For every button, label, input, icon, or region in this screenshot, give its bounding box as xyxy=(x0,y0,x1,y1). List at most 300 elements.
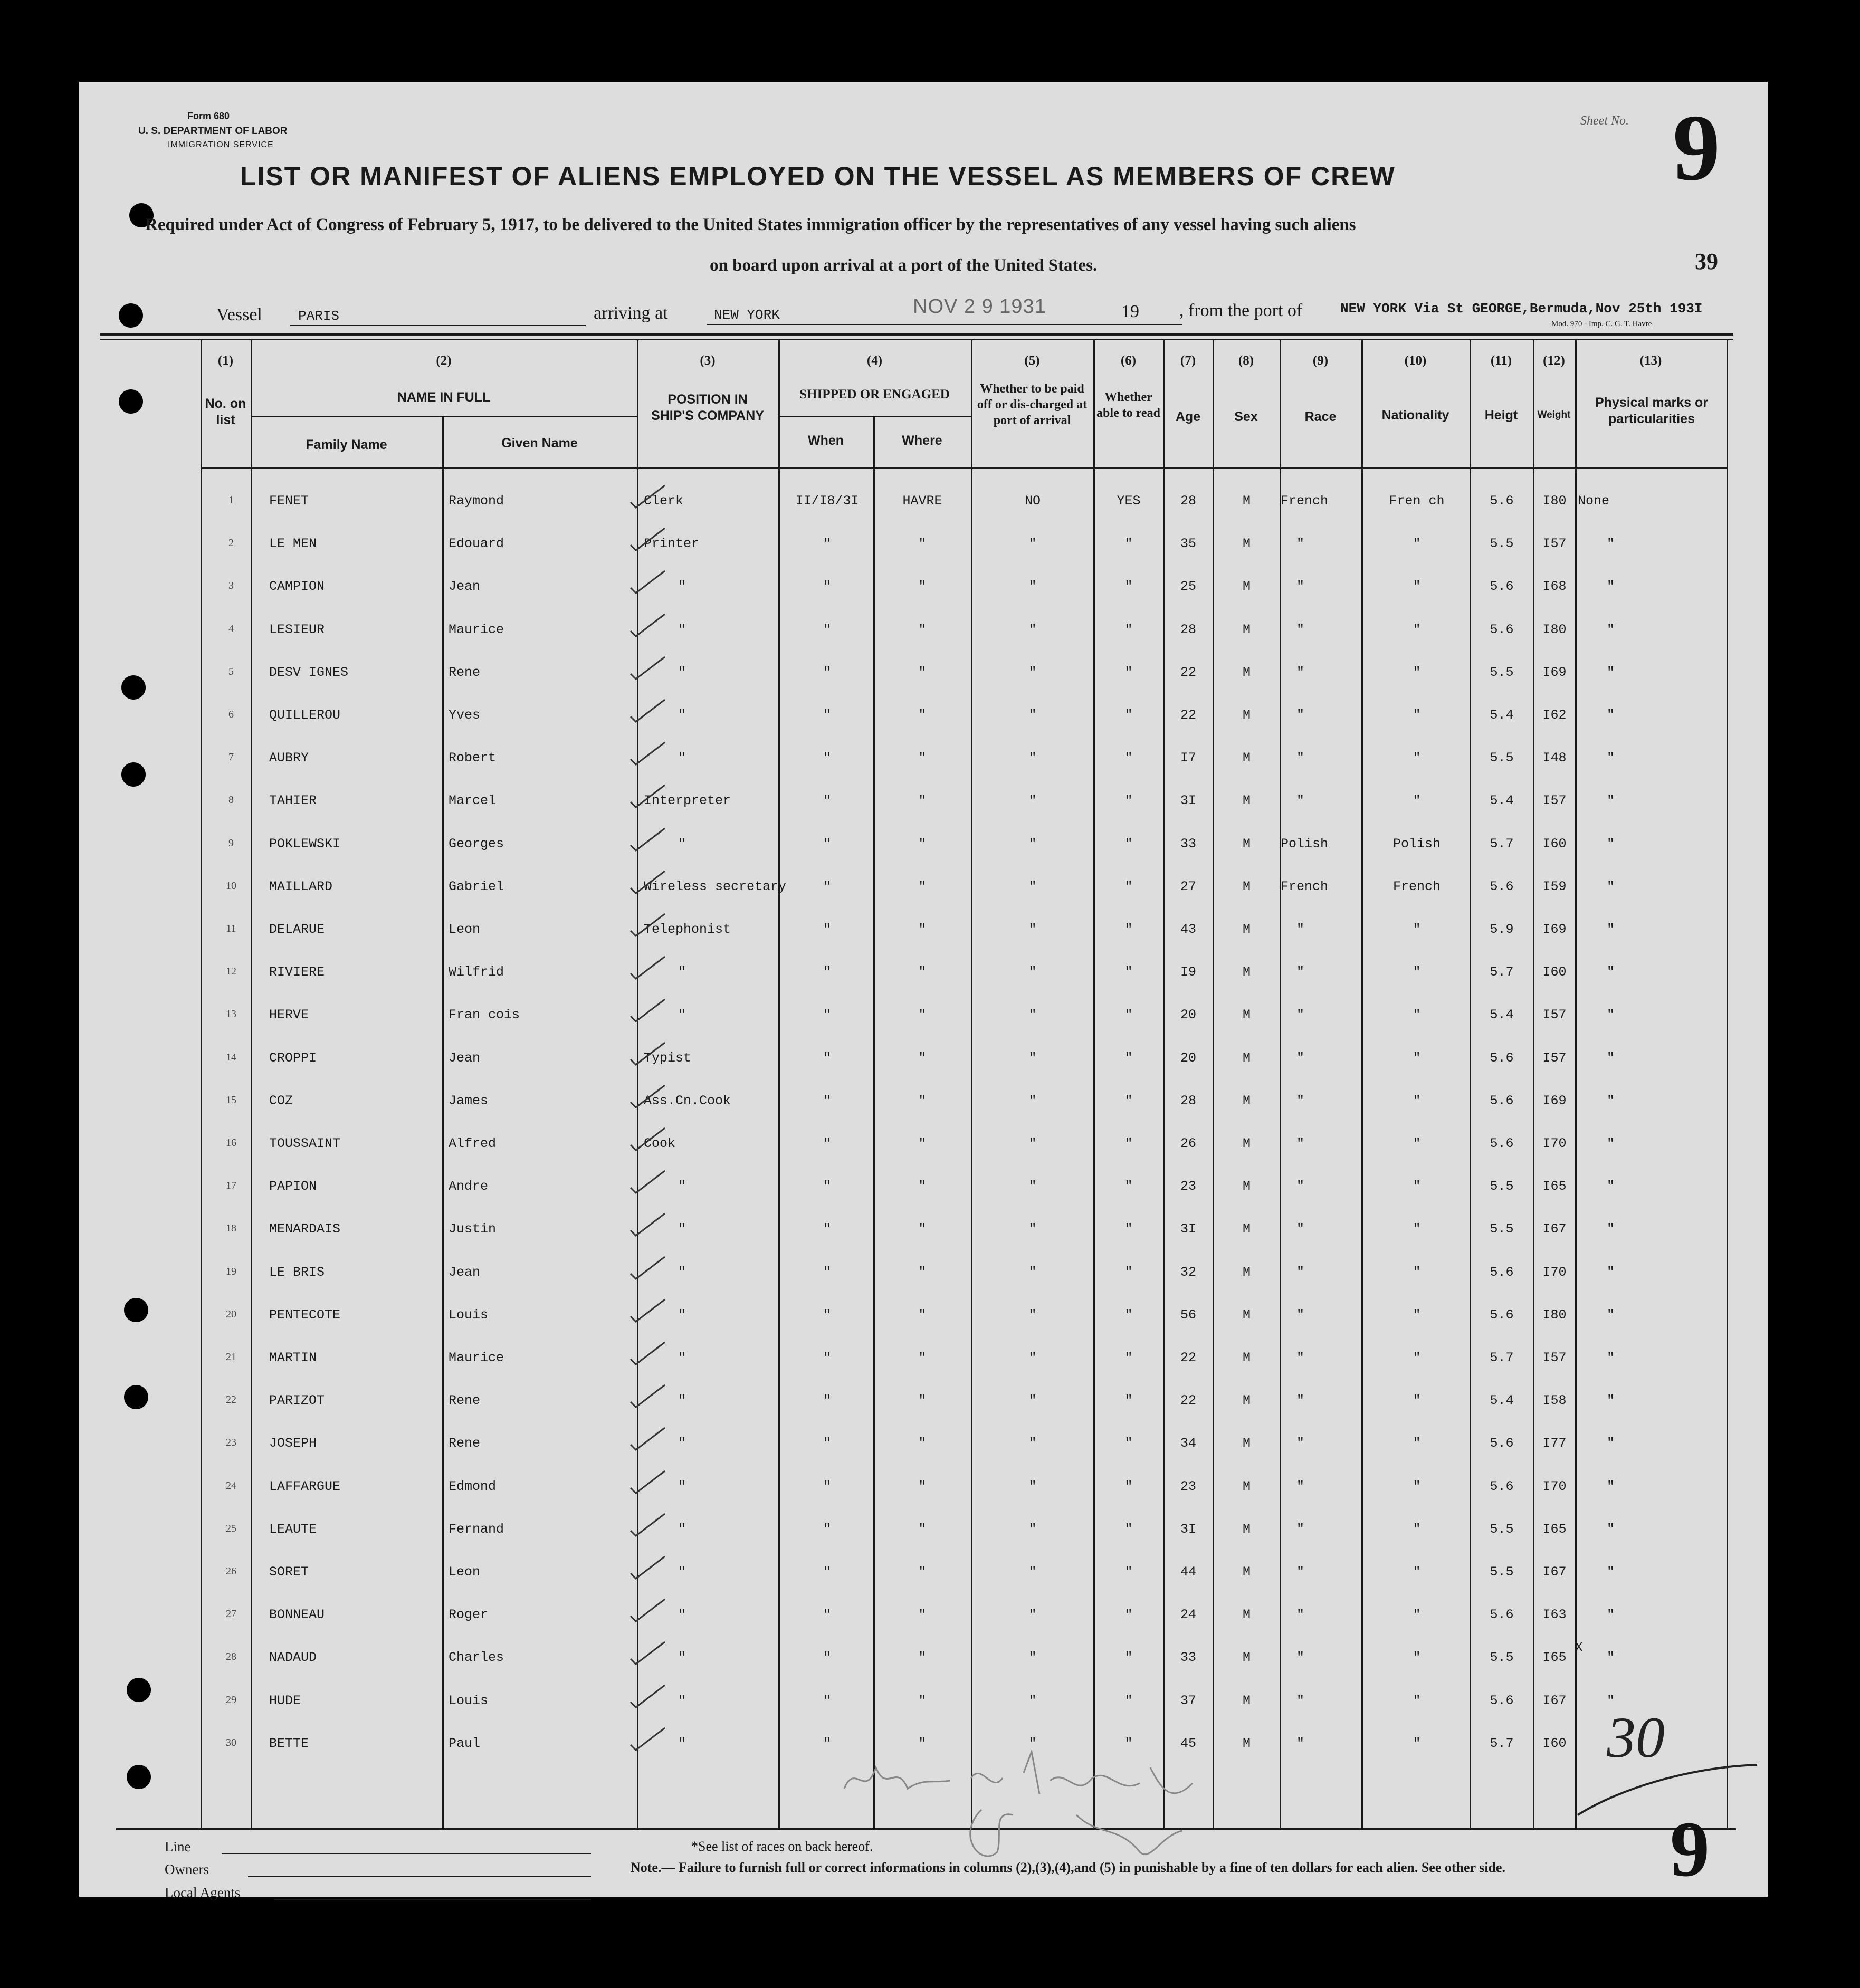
cell-position: " xyxy=(678,708,686,723)
sheet-number-bottom: 9 xyxy=(1670,1805,1710,1893)
row-number: 16 xyxy=(226,1137,236,1149)
cell-given: Jean xyxy=(449,1050,481,1066)
cell-age: 20 xyxy=(1180,1050,1196,1066)
cell-ht: 5.6 xyxy=(1490,1693,1514,1708)
cell-sex: M xyxy=(1242,1607,1251,1622)
cell-given: Leon xyxy=(449,922,481,937)
row-number: 29 xyxy=(226,1694,236,1706)
cell-where: " xyxy=(918,1093,927,1108)
cell-marks: " xyxy=(1607,1479,1615,1494)
cell-where: " xyxy=(918,1393,927,1408)
cell-race: Polish xyxy=(1281,836,1329,852)
cell-read: " xyxy=(1124,622,1133,637)
cell-paid: " xyxy=(1028,536,1037,551)
cell-given: Justin xyxy=(449,1221,497,1237)
cell-wt: I80 xyxy=(1542,1307,1567,1323)
cell-ht: 5.6 xyxy=(1490,1436,1514,1451)
cell-sex: M xyxy=(1242,1479,1251,1494)
cell-nat: " xyxy=(1413,1522,1421,1537)
cell-when: " xyxy=(823,1650,831,1665)
cell-wt: I69 xyxy=(1542,922,1567,937)
cell-nat: " xyxy=(1413,1136,1421,1151)
cell-sex: M xyxy=(1242,922,1251,937)
cell-read: " xyxy=(1124,1093,1133,1108)
row-number: 28 xyxy=(226,1651,236,1662)
cell-race: " xyxy=(1296,1522,1305,1537)
cell-position: Telephonist xyxy=(644,922,731,937)
cell-when: " xyxy=(823,1607,831,1622)
check-mark xyxy=(631,1728,665,1750)
cell-given: Gabriel xyxy=(449,879,504,894)
cell-marks: " xyxy=(1607,1436,1615,1451)
col6-number: (6) xyxy=(1120,353,1137,368)
cell-read: " xyxy=(1124,1007,1133,1022)
cell-when: " xyxy=(823,536,831,551)
cell-age: 24 xyxy=(1180,1607,1196,1622)
cell-position: " xyxy=(678,964,686,980)
year-prefix: 19 xyxy=(1121,302,1139,321)
cell-position: " xyxy=(678,1522,686,1537)
cell-family: LE MEN xyxy=(269,536,317,551)
check-mark xyxy=(631,1514,665,1536)
cell-where: " xyxy=(918,708,927,723)
cell-age: 28 xyxy=(1180,1093,1196,1108)
cell-family: FENET xyxy=(269,493,309,509)
cell-race: " xyxy=(1296,536,1305,551)
cell-position: " xyxy=(678,622,686,637)
cell-where: " xyxy=(918,750,927,766)
row-number: 6 xyxy=(228,709,234,720)
cell-position: " xyxy=(678,1179,686,1194)
cell-sex: M xyxy=(1242,1050,1251,1066)
cell-nat: " xyxy=(1413,1479,1421,1494)
cell-sex: M xyxy=(1242,964,1251,980)
cell-ht: 5.4 xyxy=(1490,1007,1514,1022)
row-number: 21 xyxy=(226,1351,236,1363)
cell-family: DELARUE xyxy=(269,922,325,937)
cell-ht: 5.7 xyxy=(1490,836,1514,852)
cell-paid: " xyxy=(1028,1221,1037,1237)
cell-family: COZ xyxy=(269,1093,293,1108)
cell-wt: I60 xyxy=(1542,1736,1567,1751)
punch-hole xyxy=(121,762,146,787)
cell-wt: I48 xyxy=(1542,750,1567,766)
cell-sex: M xyxy=(1242,1136,1251,1151)
cell-marks: " xyxy=(1607,1693,1615,1708)
cell-where: " xyxy=(918,1650,927,1665)
check-mark xyxy=(631,657,665,679)
col12-number: (12) xyxy=(1543,353,1565,368)
cell-race: " xyxy=(1296,579,1305,594)
cell-nat: " xyxy=(1413,1221,1421,1237)
cell-read: " xyxy=(1124,1736,1133,1751)
col6-header: Whether able to read xyxy=(1096,390,1160,420)
cell-family: DESV IGNES xyxy=(269,665,349,680)
cell-when: " xyxy=(823,579,831,594)
cell-nat: " xyxy=(1413,1350,1421,1365)
cell-sex: M xyxy=(1242,1007,1251,1022)
cell-read: " xyxy=(1124,836,1133,852)
cell-family: LAFFARGUE xyxy=(269,1479,341,1494)
cell-given: Maurice xyxy=(449,622,504,637)
cell-when: " xyxy=(823,622,831,637)
cell-paid: " xyxy=(1028,579,1037,594)
cell-nat: " xyxy=(1413,622,1421,637)
col8-number: (8) xyxy=(1238,353,1254,368)
check-mark xyxy=(631,871,665,893)
check-mark xyxy=(631,1171,665,1193)
cell-age: I7 xyxy=(1180,750,1196,766)
cell-position: " xyxy=(678,836,686,852)
row-number: 17 xyxy=(226,1180,236,1191)
cell-paid: " xyxy=(1028,1179,1037,1194)
cell-race: " xyxy=(1296,622,1305,637)
check-mark xyxy=(631,1342,665,1364)
cell-sex: M xyxy=(1242,879,1251,894)
cell-marks: " xyxy=(1607,1093,1615,1108)
cell-nat: " xyxy=(1413,708,1421,723)
cell-family: TOUSSAINT xyxy=(269,1136,341,1151)
cell-when: " xyxy=(823,1564,831,1580)
cell-wt: I80 xyxy=(1542,493,1567,509)
row-number: 26 xyxy=(226,1565,236,1577)
row-number: 15 xyxy=(226,1094,236,1106)
cell-sex: M xyxy=(1242,1693,1251,1708)
cell-sex: M xyxy=(1242,665,1251,680)
cell-read: " xyxy=(1124,750,1133,766)
cell-ht: 5.4 xyxy=(1490,1393,1514,1408)
cell-marks: " xyxy=(1607,964,1615,980)
cell-wt: I69 xyxy=(1542,665,1567,680)
vessel-name: PARIS xyxy=(298,308,340,324)
cell-where: " xyxy=(918,1479,927,1494)
subheader-rule xyxy=(778,416,971,417)
cell-given: Jean xyxy=(449,1265,481,1280)
cell-read: " xyxy=(1124,1693,1133,1708)
cell-paid: " xyxy=(1028,836,1037,852)
cell-when: " xyxy=(823,1479,831,1494)
col2-number: (2) xyxy=(436,353,452,368)
cell-ht: 5.7 xyxy=(1490,964,1514,980)
cell-ht: 5.6 xyxy=(1490,1307,1514,1323)
cell-marks: " xyxy=(1607,1564,1615,1580)
cell-marks: " xyxy=(1607,1393,1615,1408)
cell-read: " xyxy=(1124,1307,1133,1323)
cell-read: " xyxy=(1124,1393,1133,1408)
cell-age: 23 xyxy=(1180,1479,1196,1494)
cell-nat: " xyxy=(1413,1393,1421,1408)
col3-header: POSITION IN SHIP'S COMPANY xyxy=(651,392,764,424)
cell-when: " xyxy=(823,964,831,980)
cell-sex: M xyxy=(1242,708,1251,723)
cell-marks: " xyxy=(1607,1350,1615,1365)
cell-read: " xyxy=(1124,922,1133,937)
column-rule xyxy=(1093,340,1095,1829)
cell-nat: " xyxy=(1413,579,1421,594)
check-mark xyxy=(631,1642,665,1664)
cell-when: " xyxy=(823,1093,831,1108)
cell-paid: " xyxy=(1028,750,1037,766)
cell-sex: M xyxy=(1242,1736,1251,1751)
col7-header: Age xyxy=(1175,409,1201,424)
cell-wt: I80 xyxy=(1542,622,1567,637)
cell-position: Wireless secretary xyxy=(644,879,787,894)
date-stamp: NOV 2 9 1931 xyxy=(913,295,1046,318)
cell-wt: I60 xyxy=(1542,964,1567,980)
row-number: 23 xyxy=(226,1437,236,1448)
cell-wt: I70 xyxy=(1542,1136,1567,1151)
cell-race: " xyxy=(1296,1179,1305,1194)
cell-ht: 5.4 xyxy=(1490,708,1514,723)
cell-marks: " xyxy=(1607,1307,1615,1323)
cell-age: 3I xyxy=(1180,1522,1196,1537)
cell-given: Marcel xyxy=(449,793,497,808)
marks-x: X xyxy=(1575,1641,1583,1655)
check-mark xyxy=(631,1556,665,1579)
cell-given: Edouard xyxy=(449,536,504,551)
page-number: 39 xyxy=(1695,248,1718,274)
cell-given: Roger xyxy=(449,1607,489,1622)
col5-header: Whether to be paid off or dis-charged at port of arrival xyxy=(977,382,1088,427)
col3-number: (3) xyxy=(700,353,716,368)
cell-race: French xyxy=(1281,493,1329,509)
cell-ht: 5.5 xyxy=(1490,1221,1514,1237)
cell-paid: " xyxy=(1028,1650,1037,1665)
row-number: 18 xyxy=(226,1222,236,1234)
cell-family: HERVE xyxy=(269,1007,309,1022)
cell-read: " xyxy=(1124,1221,1133,1237)
cell-read: " xyxy=(1124,579,1133,594)
cell-race: " xyxy=(1296,750,1305,766)
cell-paid: " xyxy=(1028,622,1037,637)
cell-marks: " xyxy=(1607,922,1615,937)
cell-age: 22 xyxy=(1180,708,1196,723)
cell-paid: " xyxy=(1028,1564,1037,1580)
cell-when: " xyxy=(823,1350,831,1365)
cell-family: RIVIERE xyxy=(269,964,325,980)
arriving-label: arriving at xyxy=(594,303,668,323)
cell-where: " xyxy=(918,793,927,808)
cell-paid: " xyxy=(1028,1265,1037,1280)
cell-where: " xyxy=(918,1265,927,1280)
cell-age: 20 xyxy=(1180,1007,1196,1022)
cell-ht: 5.4 xyxy=(1490,793,1514,808)
cell-position: " xyxy=(678,1564,686,1580)
cell-age: 34 xyxy=(1180,1436,1196,1451)
cell-family: SORET xyxy=(269,1564,309,1580)
cell-when: " xyxy=(823,708,831,723)
page-title: LIST OR MANIFEST OF ALIENS EMPLOYED ON THE VESSEL AS MEMBERS OF CREW xyxy=(240,161,1396,191)
cell-where: " xyxy=(918,622,927,637)
cell-ht: 5.7 xyxy=(1490,1736,1514,1751)
cell-wt: I57 xyxy=(1542,536,1567,551)
cell-read: " xyxy=(1124,1265,1133,1280)
cell-family: JOSEPH xyxy=(269,1436,317,1451)
cell-age: 22 xyxy=(1180,1393,1196,1408)
col11-number: (11) xyxy=(1490,353,1512,368)
row-number: 4 xyxy=(228,623,234,635)
cell-marks: " xyxy=(1607,536,1615,551)
cell-sex: M xyxy=(1242,836,1251,852)
cell-wt: I57 xyxy=(1542,1350,1567,1365)
cell-marks: " xyxy=(1607,1007,1615,1022)
punch-hole xyxy=(121,675,146,700)
cell-race: " xyxy=(1296,1736,1305,1751)
cell-marks: " xyxy=(1607,879,1615,894)
cell-marks: " xyxy=(1607,1136,1615,1151)
cell-ht: 5.6 xyxy=(1490,879,1514,894)
cell-wt: I67 xyxy=(1542,1221,1567,1237)
cell-race: " xyxy=(1296,1650,1305,1665)
cell-age: 28 xyxy=(1180,622,1196,637)
cell-paid: " xyxy=(1028,1607,1037,1622)
col8-header: Sex xyxy=(1234,409,1258,424)
cell-where: " xyxy=(918,1736,927,1751)
cell-ht: 5.5 xyxy=(1490,1650,1514,1665)
cell-given: Louis xyxy=(449,1307,489,1323)
cell-where: " xyxy=(918,1136,927,1151)
cell-marks: " xyxy=(1607,793,1615,808)
check-mark xyxy=(631,528,665,550)
cell-age: 37 xyxy=(1180,1693,1196,1708)
cell-family: PARIZOT xyxy=(269,1393,325,1408)
cell-read: " xyxy=(1124,1607,1133,1622)
cell-where: " xyxy=(918,1179,927,1194)
check-mark xyxy=(631,1299,665,1322)
cell-ht: 5.5 xyxy=(1490,665,1514,680)
cell-wt: I57 xyxy=(1542,793,1567,808)
col4a-header: When xyxy=(807,433,844,448)
cell-nat: " xyxy=(1413,922,1421,937)
cell-race: " xyxy=(1296,1479,1305,1494)
cell-sex: M xyxy=(1242,1307,1251,1323)
cell-paid: " xyxy=(1028,1522,1037,1537)
cell-paid: " xyxy=(1028,1436,1037,1451)
col5-number: (5) xyxy=(1024,353,1040,368)
cell-race: " xyxy=(1296,1564,1305,1580)
header-bottom-border xyxy=(201,467,1728,469)
cell-ht: 5.5 xyxy=(1490,750,1514,766)
cell-marks: " xyxy=(1607,1522,1615,1537)
cell-race: " xyxy=(1296,1436,1305,1451)
owners-label: Owners xyxy=(165,1861,209,1877)
cell-given: Yves xyxy=(449,708,481,723)
cell-position: " xyxy=(678,1693,686,1708)
subtitle-line-2: on board upon arrival at a port of the United States. xyxy=(710,256,1098,275)
cell-when: " xyxy=(823,1736,831,1751)
cell-read: " xyxy=(1124,1136,1133,1151)
cell-paid: " xyxy=(1028,1307,1037,1323)
check-mark xyxy=(631,614,665,636)
cell-paid: " xyxy=(1028,665,1037,680)
cell-marks: " xyxy=(1607,622,1615,637)
row-number: 20 xyxy=(226,1308,236,1320)
cell-given: Rene xyxy=(449,665,481,680)
cell-when: " xyxy=(823,665,831,680)
divider xyxy=(248,1876,591,1877)
punch-hole xyxy=(119,303,143,328)
cell-race: " xyxy=(1296,1136,1305,1151)
cell-marks: " xyxy=(1607,1179,1615,1194)
cell-where: " xyxy=(918,536,927,551)
cell-family: PAPION xyxy=(269,1179,317,1194)
row-number: 1 xyxy=(228,494,234,506)
cell-read: " xyxy=(1124,879,1133,894)
col1-number: (1) xyxy=(217,353,234,368)
cell-when: " xyxy=(823,750,831,766)
cell-position: " xyxy=(678,665,686,680)
cell-wt: I77 xyxy=(1542,1436,1567,1451)
cell-nat: " xyxy=(1413,536,1421,551)
col4-header: SHIPPED OR ENGAGED xyxy=(799,387,950,402)
cell-race: " xyxy=(1296,1607,1305,1622)
cell-sex: M xyxy=(1242,1350,1251,1365)
cell-position: " xyxy=(678,1607,686,1622)
cell-paid: " xyxy=(1028,1050,1037,1066)
punch-hole xyxy=(119,389,143,414)
cell-age: I9 xyxy=(1180,964,1196,980)
cell-position: Printer xyxy=(644,536,700,551)
cell-age: 33 xyxy=(1180,1650,1196,1665)
cell-sex: M xyxy=(1242,793,1251,808)
cell-family: HUDE xyxy=(269,1693,301,1708)
cell-when: " xyxy=(823,836,831,852)
cell-age: 23 xyxy=(1180,1179,1196,1194)
subheader-rule xyxy=(251,416,637,417)
column-rule xyxy=(251,340,252,1829)
row-number: 3 xyxy=(228,580,234,591)
cell-position: " xyxy=(678,1307,686,1323)
cell-marks: " xyxy=(1607,1607,1615,1622)
cell-wt: I59 xyxy=(1542,879,1567,894)
cell-where: " xyxy=(918,1693,927,1708)
check-mark xyxy=(631,999,665,1021)
cell-sex: M xyxy=(1242,1393,1251,1408)
column-rule xyxy=(1213,340,1214,1829)
column-rule xyxy=(1361,340,1363,1829)
cell-paid: " xyxy=(1028,1007,1037,1022)
col9-number: (9) xyxy=(1312,353,1329,368)
check-mark xyxy=(631,785,665,807)
footer-note: Note.— Failure to furnish full or correct informations in columns (2),(3),(4),and (5) in punishable by a fine of ten dollars for each alien. See other side. xyxy=(631,1860,1505,1875)
cell-wt: I68 xyxy=(1542,579,1567,594)
cell-sex: M xyxy=(1242,1564,1251,1580)
cell-when: " xyxy=(823,1179,831,1194)
cell-read: " xyxy=(1124,1564,1133,1580)
row-number: 25 xyxy=(226,1523,236,1534)
cell-position: " xyxy=(678,1436,686,1451)
cell-where: " xyxy=(918,1307,927,1323)
punch-hole xyxy=(124,1298,148,1322)
cell-paid: " xyxy=(1028,793,1037,808)
column-rule xyxy=(201,340,202,1829)
cell-where: " xyxy=(918,1564,927,1580)
row-number: 11 xyxy=(226,923,236,934)
punch-hole xyxy=(127,1678,151,1702)
cell-wt: I67 xyxy=(1542,1564,1567,1580)
cell-given: Maurice xyxy=(449,1350,504,1365)
cell-family: CROPPI xyxy=(269,1050,317,1066)
cell-nat: " xyxy=(1413,964,1421,980)
cell-where: " xyxy=(918,1050,927,1066)
cell-age: 26 xyxy=(1180,1136,1196,1151)
cell-ht: 5.6 xyxy=(1490,579,1514,594)
cell-age: 35 xyxy=(1180,536,1196,551)
cell-paid: " xyxy=(1028,1093,1037,1108)
cell-when: " xyxy=(823,1265,831,1280)
cell-when: " xyxy=(823,1693,831,1708)
cell-family: LEAUTE xyxy=(269,1522,317,1537)
